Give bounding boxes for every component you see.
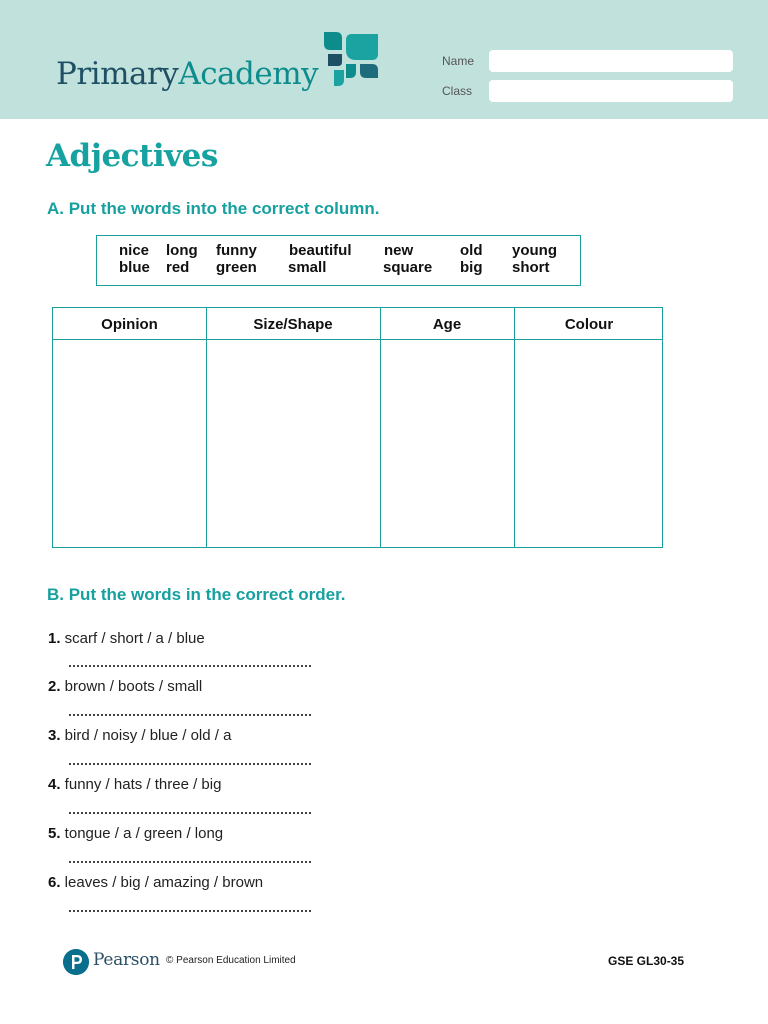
question-words: tongue / a / green / long xyxy=(60,825,224,842)
word-bank-item: short xyxy=(512,259,550,276)
page-title: Adjectives xyxy=(46,138,218,174)
pearson-p-icon xyxy=(63,949,89,975)
word-bank-item: funny xyxy=(216,242,257,259)
order-question-1 xyxy=(48,630,205,647)
word-bank-item: long xyxy=(166,242,198,259)
word-bank xyxy=(96,235,581,286)
answer-line-2[interactable] xyxy=(69,714,311,716)
question-words: scarf / short / a / blue xyxy=(60,630,205,647)
column-divider xyxy=(380,308,381,547)
word-bank-item: young xyxy=(512,242,557,259)
logo-text-academy: Academy xyxy=(178,56,319,92)
name-input[interactable] xyxy=(489,50,733,72)
class-input[interactable] xyxy=(489,80,733,102)
question-number: 2. xyxy=(48,678,61,695)
word-bank-item: nice xyxy=(119,242,150,259)
word-bank-item: green xyxy=(216,259,257,276)
word-bank-item: square xyxy=(383,259,433,276)
order-question-5 xyxy=(48,825,223,842)
header-banner xyxy=(0,0,768,119)
order-question-6 xyxy=(48,874,263,891)
question-number: 5. xyxy=(48,825,61,842)
question-number: 1. xyxy=(48,630,61,647)
word-bank-item: blue xyxy=(119,259,150,276)
column-header-age: Age xyxy=(432,316,462,333)
word-bank-item: red xyxy=(166,259,190,276)
answer-line-3[interactable] xyxy=(69,763,311,765)
logo-text-primary: Primary xyxy=(56,56,179,92)
leaf-logo-icon xyxy=(322,30,382,88)
answer-line-5[interactable] xyxy=(69,861,311,863)
word-bank-item: beautiful xyxy=(289,242,352,259)
pearson-brand-text: Pearson xyxy=(93,950,160,970)
question-words: leaves / big / amazing / brown xyxy=(60,874,264,891)
column-header-colour: Colour xyxy=(564,316,614,333)
class-label: Class xyxy=(442,84,473,98)
column-divider xyxy=(514,308,515,547)
column-divider xyxy=(206,308,207,547)
copyright-text: © Pearson Education Limited xyxy=(166,955,296,966)
name-label: Name xyxy=(442,54,475,68)
question-number: 6. xyxy=(48,874,61,891)
word-bank-item: new xyxy=(384,242,414,259)
order-question-4 xyxy=(48,776,221,793)
answer-line-1[interactable] xyxy=(69,665,311,667)
question-words: bird / noisy / blue / old / a xyxy=(60,727,232,744)
word-bank-item: old xyxy=(460,242,483,259)
section-b-heading: B. Put the words in the correct order. xyxy=(47,585,346,604)
word-bank-item: small xyxy=(288,259,327,276)
word-bank-item: big xyxy=(460,259,483,276)
sorting-table xyxy=(52,307,663,548)
answer-line-6[interactable] xyxy=(69,910,311,912)
order-question-2 xyxy=(48,678,202,695)
table-header-divider xyxy=(53,339,662,340)
gse-level-code: GSE GL30-35 xyxy=(608,954,685,968)
question-words: funny / hats / three / big xyxy=(60,776,222,793)
section-a-heading: A. Put the words into the correct column. xyxy=(47,199,380,218)
question-number: 3. xyxy=(48,727,61,744)
column-header-opinion: Opinion xyxy=(101,316,158,333)
question-number: 4. xyxy=(48,776,61,793)
question-words: brown / boots / small xyxy=(60,678,203,695)
column-header-size-shape: Size/Shape xyxy=(253,316,333,333)
order-question-3 xyxy=(48,727,231,744)
primary-academy-logo xyxy=(56,54,318,94)
answer-line-4[interactable] xyxy=(69,812,311,814)
